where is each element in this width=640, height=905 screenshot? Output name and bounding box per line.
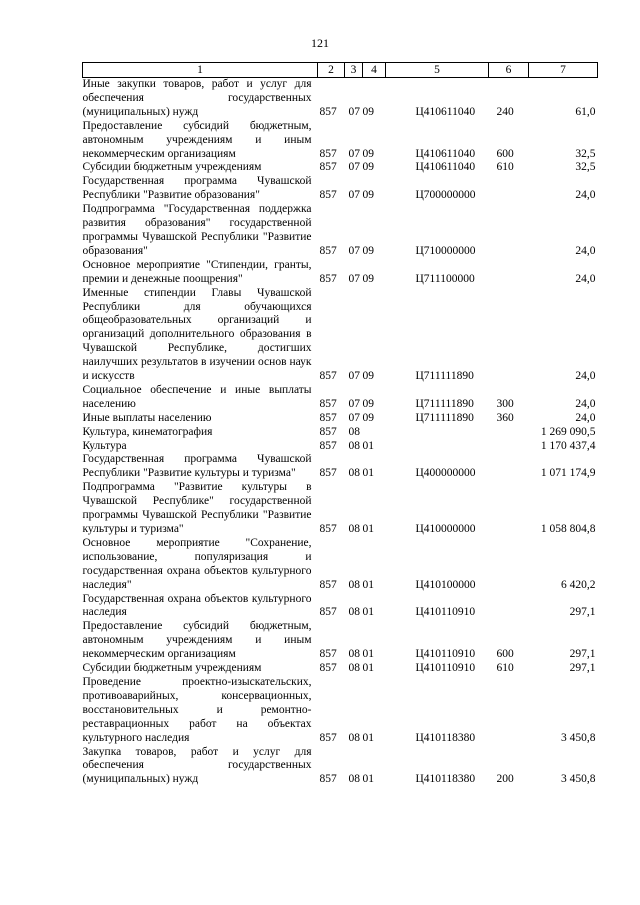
cell-target-article: Ц410100000: [415, 578, 476, 591]
cell-chapter: 857: [319, 272, 337, 285]
cell-subsection: 01: [362, 606, 374, 619]
cell-target-article: Ц711111890: [415, 370, 474, 383]
cell-subsection: 09: [362, 370, 374, 383]
cell-target-article: [386, 440, 489, 454]
cell-amount: 32,5: [575, 147, 596, 160]
cell-chapter: 857: [319, 731, 337, 744]
cell-target-article: Ц410611040: [415, 147, 476, 160]
table-row: [83, 203, 598, 259]
cell-name: Субсидии бюджетным учреждениям: [82, 161, 262, 174]
cell-section: 08: [348, 662, 360, 675]
cell-name: Проведение проектно-изыскательских, противоаварийных, консервационных, восстановительных и ремонтно-реставрационных работ на объектах культурного наследия: [82, 675, 312, 744]
column-header: 4: [363, 63, 386, 78]
cell-target-article: Ц410110910: [415, 648, 476, 661]
cell-chapter: 857: [319, 662, 337, 675]
cell-amount: 297,1: [569, 662, 596, 675]
cell-section: 08: [348, 773, 360, 786]
cell-name: Иные выплаты населению: [82, 411, 212, 424]
cell-chapter: 857: [319, 147, 337, 160]
cell-subsection: 01: [362, 467, 374, 480]
cell-section: 08: [348, 606, 360, 619]
cell-name: Культура: [82, 439, 127, 452]
table-row: [83, 676, 598, 746]
cell-amount: 6 420,2: [561, 578, 596, 591]
cell-section: 08: [348, 425, 360, 438]
cell-target-article: Ц711111890: [415, 411, 474, 424]
page-number: 121: [311, 36, 329, 50]
cell-chapter: 857: [319, 606, 337, 619]
cell-subsection: [363, 426, 386, 440]
table-row: [83, 120, 598, 162]
cell-amount: 297,1: [569, 648, 596, 661]
cell-section: 07: [348, 161, 360, 174]
cell-section: 08: [348, 578, 360, 591]
cell-amount: 3 450,8: [561, 731, 596, 744]
table-row: [83, 746, 598, 788]
cell-target-article: Ц410000000: [415, 523, 476, 535]
cell-expense-group: [489, 593, 529, 621]
cell-chapter: 857: [319, 411, 337, 424]
cell-name: Основное мероприятие "Стипендии, гранты, премии и денежные поощрения": [82, 258, 312, 285]
cell-section: 07: [348, 370, 360, 383]
cell-chapter: 857: [319, 773, 337, 786]
column-header: 3: [345, 63, 363, 78]
table-row: [83, 78, 598, 120]
table-row: [83, 440, 598, 454]
cell-subsection: 01: [362, 523, 374, 535]
cell-name: Основное мероприятие "Сохранение, использование, популяризация и государственная охрана объектов культурного наследия": [82, 536, 312, 591]
cell-name: Подпрограмма "Развитие культуры в Чувашской Республике" государственной программы Чувашской Республики "Развитие культуры и туризма": [82, 481, 312, 535]
table-row: [83, 593, 598, 621]
cell-chapter: 857: [319, 397, 337, 410]
cell-subsection: 01: [362, 662, 374, 675]
cell-amount: 1 269 090,5: [540, 425, 596, 438]
cell-target-article: Ц410110910: [415, 662, 476, 675]
cell-chapter: 857: [319, 189, 337, 202]
table-row: [83, 287, 598, 384]
cell-name: Субсидии бюджетным учреждениям: [82, 662, 262, 675]
cell-expense-group: 300: [496, 397, 514, 410]
cell-target-article: Ц711100000: [415, 272, 475, 285]
cell-chapter: 857: [319, 578, 337, 591]
cell-target-article: Ц700000000: [415, 189, 476, 202]
cell-expense-group: 240: [496, 105, 514, 118]
cell-name: Государственная охрана объектов культурного наследия: [82, 592, 312, 619]
cell-subsection: 01: [362, 578, 374, 591]
table-row: [83, 426, 598, 440]
cell-name: Государственная программа Чувашской Республики "Развитие культуры и туризма": [82, 453, 312, 480]
cell-amount: 24,0: [575, 272, 596, 285]
column-header-row: [83, 63, 598, 78]
cell-target-article: Ц400000000: [415, 467, 476, 480]
column-header: 2: [318, 63, 345, 78]
cell-target-article: Ц410118380: [415, 731, 476, 744]
cell-section: 08: [348, 467, 360, 480]
cell-expense-group: 200: [496, 773, 514, 786]
cell-subsection: 09: [362, 147, 374, 160]
table-row: [83, 259, 598, 287]
cell-expense-group: 360: [496, 411, 514, 424]
cell-subsection: 09: [362, 189, 374, 202]
table-row: [83, 537, 598, 593]
cell-subsection: 09: [362, 161, 374, 174]
cell-chapter: 857: [319, 161, 337, 174]
cell-name: Иные закупки товаров, работ и услуг для обеспечения государственных (муниципальных) нужд: [82, 78, 312, 118]
cell-name: Предоставление субсидий бюджетным, автономным учреждениям и иным некоммерческим организациям: [82, 620, 312, 661]
cell-name: Подпрограмма "Государственная поддержка развития образования" государственной программы Чувашской Республики "Развитие образования": [82, 203, 312, 257]
cell-expense-group: [489, 259, 529, 287]
cell-amount: 24,0: [575, 397, 596, 410]
table-row: [83, 412, 598, 426]
cell-target-article: Ц710000000: [415, 244, 476, 257]
table-row: [83, 662, 598, 676]
cell-subsection: 09: [362, 244, 374, 257]
cell-section: 08: [348, 523, 360, 535]
cell-chapter: 857: [319, 439, 337, 452]
cell-amount: 24,0: [575, 189, 596, 202]
cell-expense-group: [489, 453, 529, 481]
cell-name: Государственная программа Чувашской Республики "Развитие образования": [82, 175, 312, 202]
cell-name: Закупка товаров, работ и услуг для обеспечения государственных (муниципальных) нужд: [82, 745, 312, 786]
cell-amount: 61,0: [575, 105, 596, 118]
cell-expense-group: 600: [496, 147, 514, 160]
cell-section: 08: [348, 648, 360, 661]
cell-expense-group: [489, 203, 529, 259]
cell-subsection: 09: [362, 411, 374, 424]
cell-expense-group: [489, 440, 529, 454]
column-header: 6: [489, 63, 529, 78]
cell-amount: 24,0: [575, 370, 596, 383]
cell-expense-group: [489, 481, 529, 537]
cell-expense-group: [489, 287, 529, 384]
cell-chapter: 857: [319, 244, 337, 257]
cell-target-article: Ц410611040: [415, 105, 476, 118]
cell-target-article: Ц410110910: [415, 606, 476, 619]
cell-target-article: Ц711111890: [415, 397, 474, 410]
cell-expense-group: [489, 676, 529, 746]
table-row: [83, 620, 598, 662]
cell-amount: 32,5: [575, 161, 596, 174]
cell-amount: 24,0: [575, 244, 596, 257]
cell-section: 07: [348, 147, 360, 160]
cell-name: Предоставление субсидий бюджетным, автономным учреждениям и иным некоммерческим организациям: [82, 119, 312, 160]
cell-subsection: 01: [362, 648, 374, 661]
cell-chapter: 857: [319, 467, 337, 480]
cell-name: Именные стипендии Главы Чувашской Республики для обучающихся общеобразовательных организаций и организаций дополнительного образования в Чувашской Республике, достигших наилучших результатов в изучении основ наук и искусств: [82, 286, 312, 383]
cell-section: 07: [348, 411, 360, 424]
cell-amount: 297,1: [569, 606, 596, 619]
cell-subsection: 09: [362, 272, 374, 285]
cell-subsection: 09: [362, 105, 374, 118]
table-row: [83, 384, 598, 412]
cell-name: Культура, кинематография: [82, 425, 213, 438]
cell-chapter: 857: [319, 370, 337, 383]
cell-target-article: Ц410611040: [415, 161, 476, 174]
cell-expense-group: 610: [496, 662, 514, 675]
cell-amount: 1 058 804,8: [540, 523, 596, 535]
cell-subsection: 01: [362, 773, 374, 786]
cell-expense-group: 610: [496, 161, 514, 174]
cell-chapter: 857: [319, 425, 337, 438]
cell-expense-group: 600: [496, 648, 514, 661]
cell-expense-group: [489, 175, 529, 203]
column-header: 5: [386, 63, 489, 78]
cell-expense-group: [489, 537, 529, 593]
cell-amount: 1 071 174,9: [540, 467, 596, 480]
cell-section: 08: [348, 731, 360, 744]
budget-table: [82, 62, 598, 787]
cell-chapter: 857: [319, 648, 337, 661]
cell-chapter: 857: [319, 523, 337, 535]
cell-target-article: Ц410118380: [415, 773, 476, 786]
cell-subsection: 01: [362, 439, 374, 452]
cell-name: Социальное обеспечение и иные выплаты населению: [82, 383, 312, 410]
cell-section: 07: [348, 244, 360, 257]
cell-expense-group: [489, 426, 529, 440]
column-header: 7: [529, 63, 598, 78]
cell-subsection: 09: [362, 397, 374, 410]
cell-amount: 1 170 437,4: [540, 439, 596, 452]
cell-section: 08: [348, 439, 360, 452]
cell-section: 07: [348, 105, 360, 118]
cell-subsection: 01: [362, 731, 374, 744]
cell-section: 07: [348, 189, 360, 202]
table-row: [83, 453, 598, 481]
cell-amount: 24,0: [575, 411, 596, 424]
table-body: [83, 78, 598, 788]
cell-chapter: 857: [319, 105, 337, 118]
cell-section: 07: [348, 272, 360, 285]
cell-target-article: [386, 426, 489, 440]
cell-amount: 3 450,8: [561, 773, 596, 786]
table-row: [83, 175, 598, 203]
table-row: [83, 481, 598, 537]
column-header: 1: [83, 63, 318, 78]
cell-section: 07: [348, 397, 360, 410]
table-row: [83, 161, 598, 175]
